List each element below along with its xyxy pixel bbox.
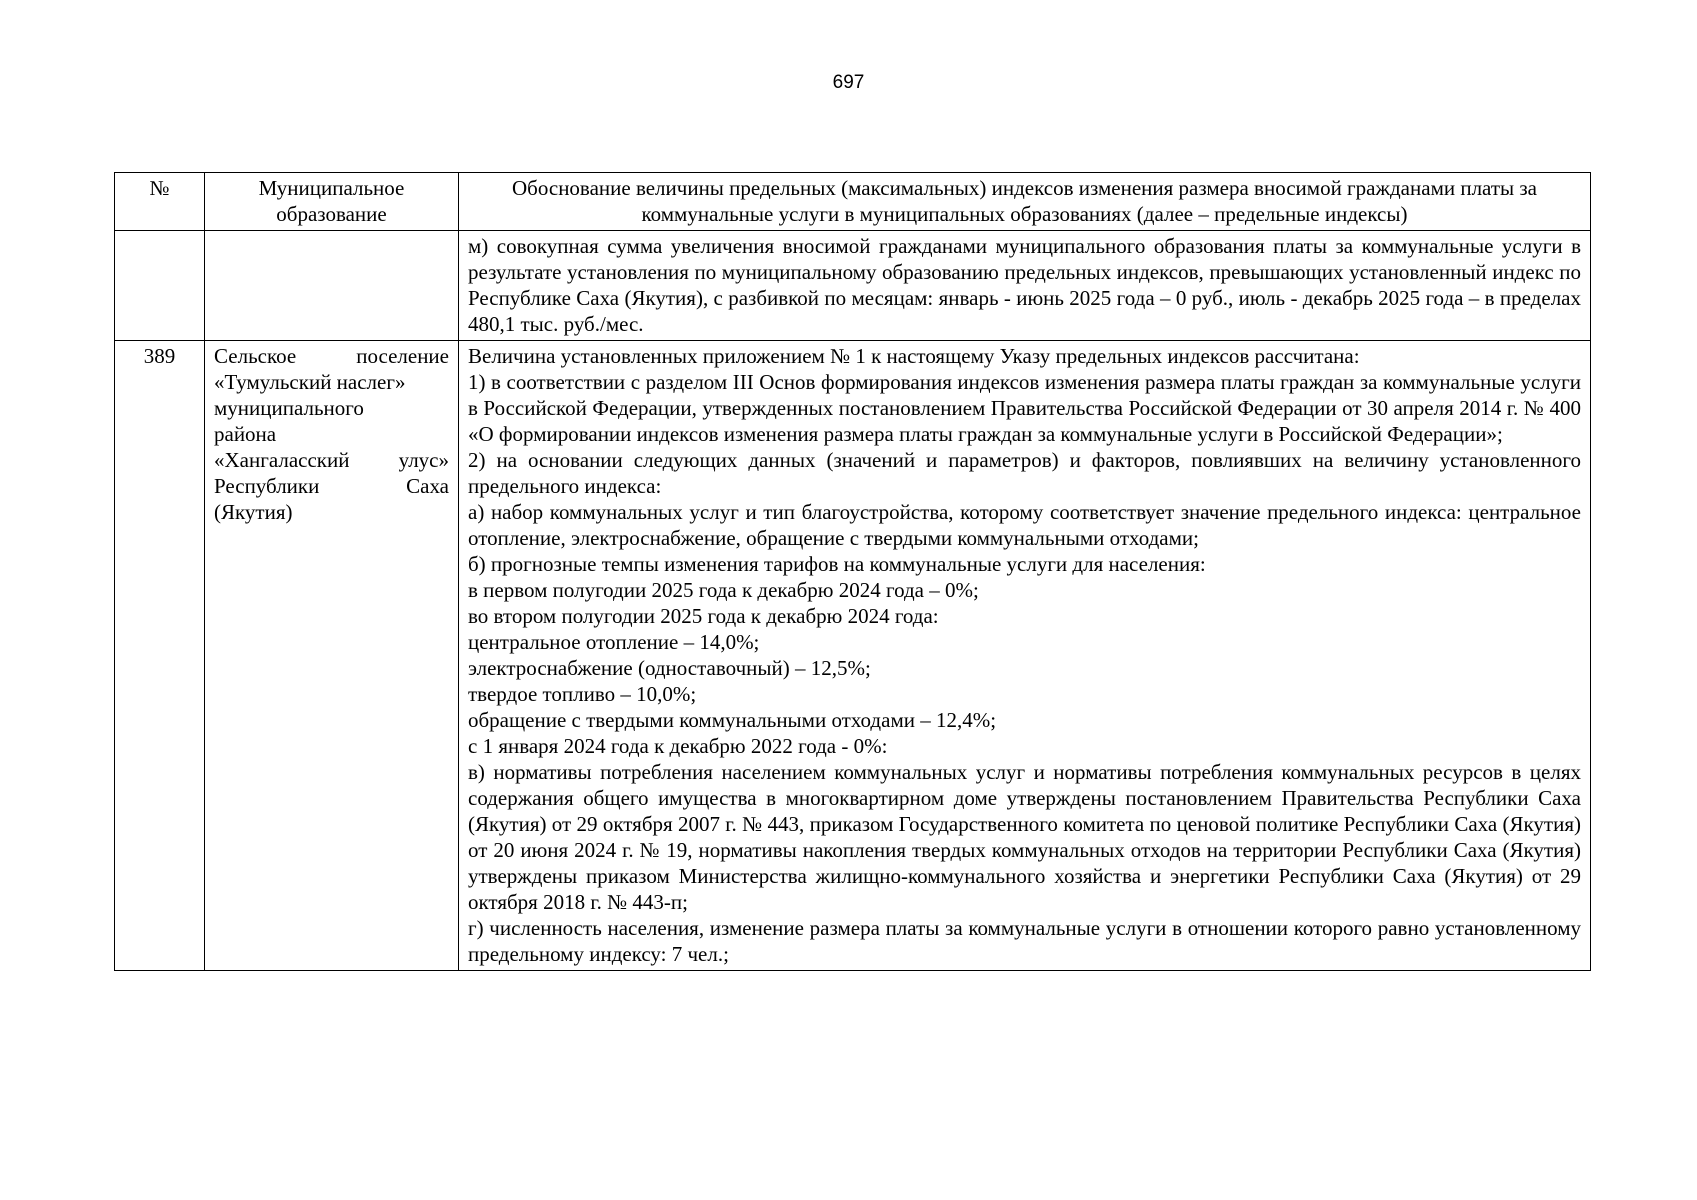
paragraph-b-h1: в первом полугодии 2025 года к декабрю 2024 года – 0%;: [468, 578, 979, 602]
header-number: №: [115, 173, 205, 231]
row-number: 389: [115, 341, 205, 971]
paragraph-heating: центральное отопление – 14,0%;: [468, 630, 760, 654]
table-row: [115, 341, 1591, 971]
row-number: [115, 231, 205, 341]
municipality-line: «Хангаласский улус»: [214, 448, 449, 472]
paragraph-1: 1) в соответствии с разделом III Основ формирования индексов изменения размера платы граждан за коммунальные услуги в Российской Федерации, утвержденных постановлением Правительства Российской Федерации от 30 апреля 2014 г. № 400 «О формировании индексов изменения размера платы граждан за коммунальные услуги в Российской Федерации»;: [468, 370, 1581, 446]
paragraph-solid-fuel: твердое топливо – 10,0%;: [468, 682, 697, 706]
municipality-line: муниципального: [214, 396, 364, 420]
paragraph-2: 2) на основании следующих данных (значений и параметров) и факторов, повлиявших на величину установленного предельного индекса:: [468, 448, 1581, 498]
paragraph-g: г) численность населения, изменение размера платы за коммунальные услуги в отношении которого равно установленному предельному индексу: 7 чел.;: [468, 916, 1581, 966]
row-justification: [459, 341, 1591, 971]
paragraph-m: м) совокупная сумма увеличения вносимой гражданами муниципального образования платы за коммунальные услуги в результате установления по муниципальному образованию предельных индексов, превышающих установленный индекс по Республике Саха (Якутия), с разбивкой по месяцам: январь - июнь 2025 года – 0 руб., июль - декабрь 2025 года – в пределах 480,1 тыс. руб./мес.: [468, 234, 1581, 336]
row-justification: [459, 231, 1591, 341]
paragraph-a: а) набор коммунальных услуг и тип благоустройства, которому соответствует значение предельного индекса: центральное отопление, электроснабжение, обращение с твердыми коммунальными отходами;: [468, 500, 1581, 550]
paragraph-b: б) прогнозные темпы изменения тарифов на коммунальные услуги для населения:: [468, 552, 1206, 576]
paragraph-intro: Величина установленных приложением № 1 к настоящему Указу предельных индексов рассчитана:: [468, 344, 1360, 368]
municipality-line: «Тумульский наслег»: [214, 370, 406, 394]
municipality-line: района: [214, 422, 277, 446]
municipality-line: Сельское поселение: [214, 344, 449, 368]
header-municipality: Муниципальное образование: [205, 173, 459, 231]
municipality-line: Республики Саха: [214, 474, 449, 498]
row-municipality: [205, 341, 459, 971]
row-municipality: [205, 231, 459, 341]
header-justification: Обоснование величины предельных (максимальных) индексов изменения размера вносимой гражданами платы за коммунальные услуги в муниципальных образованиях (далее – предельные индексы): [459, 173, 1591, 231]
municipality-line: (Якутия): [214, 500, 293, 524]
page-number: 697: [832, 72, 865, 93]
table-header-row: [115, 173, 1591, 231]
paragraph-b-h2: во втором полугодии 2025 года к декабрю 2024 года:: [468, 604, 939, 628]
paragraph-electricity: электроснабжение (одноставочный) – 12,5%;: [468, 656, 871, 680]
indices-table: [114, 172, 1591, 971]
paragraph-waste: обращение с твердыми коммунальными отходами – 12,4%;: [468, 708, 997, 732]
paragraph-v: в) нормативы потребления населением коммунальных услуг и нормативы потребления коммунальных ресурсов в целях содержания общего имущества в многоквартирном доме утверждены постановлением Правительства Республики Саха (Якутия) от 29 октября 2007 г. № 443, приказом Государственного комитета по ценовой политике Республики Саха (Якутия) от 20 июня 2024 г. № 19, нормативы накопления твердых коммунальных отходов на территории Республики Саха (Якутия) утверждены приказом Министерства жилищно-коммунального хозяйства и энергетики Республики Саха (Якутия) от 29 октября 2018 г. № 443-п;: [468, 760, 1581, 914]
table-row: [115, 231, 1591, 341]
paragraph-2024: с 1 января 2024 года к декабрю 2022 года - 0%:: [468, 734, 888, 758]
